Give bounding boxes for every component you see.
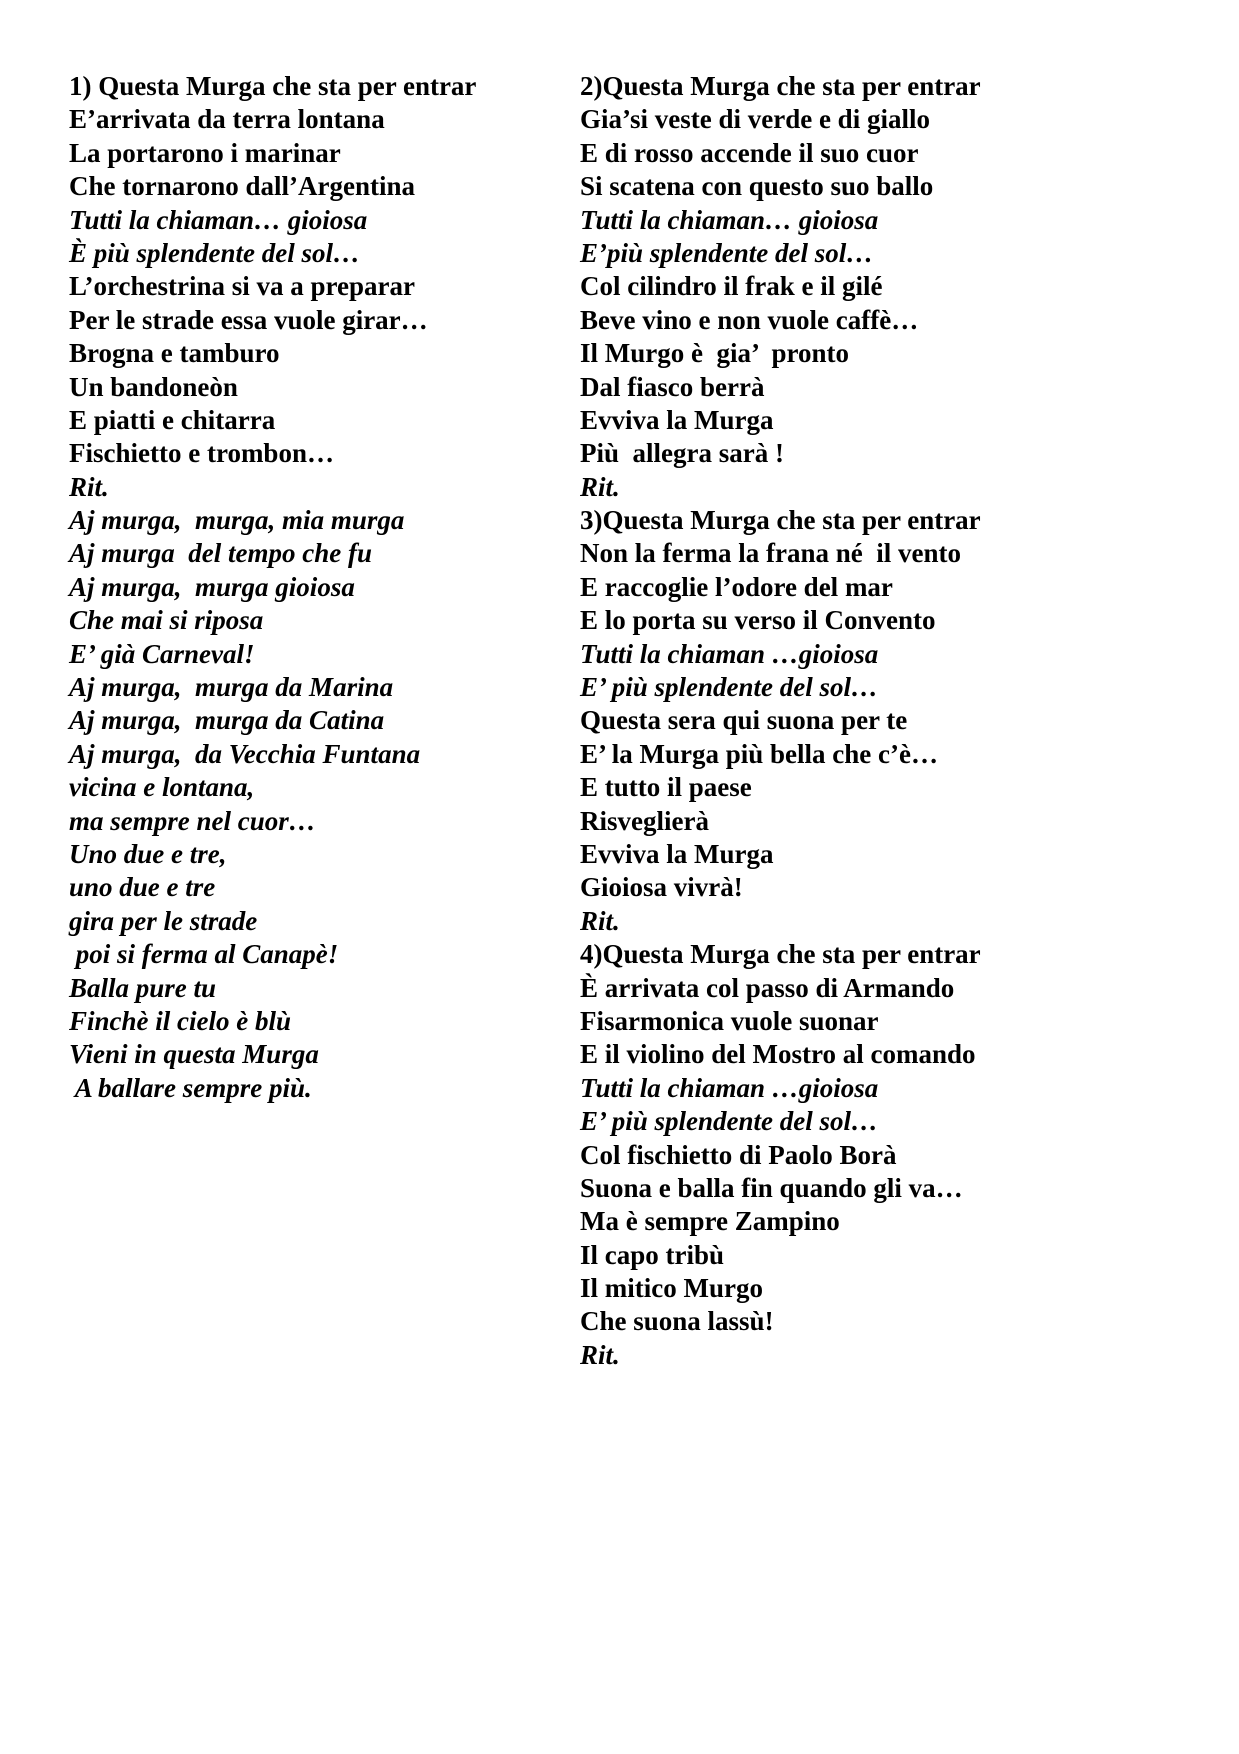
lyric-line-italic: E’ più splendente del sol… — [580, 672, 879, 703]
lyric-line-italic: Tutti la chiaman …gioiosa — [580, 638, 879, 669]
lyric-line: Dal fiasco berrà — [580, 371, 765, 402]
lyric-line-italic: Rit. — [580, 1339, 620, 1370]
lyric-line: La portarono i marinar — [69, 137, 341, 168]
lyric-line: Suona e balla fin quando gli va… — [580, 1172, 963, 1203]
lyric-line: Non la ferma la frana né il vento — [580, 538, 961, 569]
lyric-line: Evviva la Murga — [580, 838, 774, 869]
lyric-line: E lo porta su verso il Convento — [580, 605, 936, 636]
lyric-line: Fischietto e trombon… — [69, 438, 334, 469]
lyric-line: E tutto il paese — [580, 772, 752, 803]
lyric-line: Un bandoneòn — [69, 371, 238, 402]
lyric-line-italic: vicina e lontana, — [69, 772, 255, 803]
lyric-line: Si scatena con questo suo ballo — [580, 171, 934, 202]
lyric-line: Questa sera qui suona per te — [580, 705, 908, 736]
lyric-line: Più allegra sarà ! — [580, 438, 784, 469]
lyric-line-italic: È più splendente del sol… — [69, 237, 361, 268]
lyric-line: È arrivata col passo di Armando — [580, 972, 955, 1003]
lyric-line-italic: A ballare sempre più. — [69, 1072, 312, 1103]
lyric-line: Il mitico Murgo — [580, 1273, 763, 1304]
lyric-line-italic: Finchè il cielo è blù — [69, 1005, 291, 1036]
lyric-line: Fisarmonica vuole suonar — [580, 1005, 879, 1036]
lyrics-column-right — [580, 70, 1140, 1372]
lyric-line: 1) Questa Murga che sta per entrar — [69, 71, 477, 101]
lyric-line-italic: gira per le strade — [69, 905, 258, 936]
lyric-line: Ma è sempre Zampino — [580, 1206, 840, 1237]
lyric-line: Brogna e tamburo — [69, 338, 280, 369]
lyric-line: Gia’si veste di verde e di giallo — [580, 104, 930, 135]
lyric-line: L’orchestrina si va a preparar — [69, 271, 415, 302]
lyric-line: Il Murgo è gia’ pronto — [580, 338, 849, 369]
lyrics-column-left — [69, 70, 569, 1105]
lyric-line-italic: Rit. — [580, 905, 620, 936]
lyric-line: Col fischietto di Paolo Borà — [580, 1139, 897, 1170]
lyric-line-italic: Tutti la chiaman …gioiosa — [580, 1072, 879, 1103]
lyric-line: E il violino del Mostro al comando — [580, 1039, 976, 1070]
lyric-line-italic: Aj murga, murga da Marina — [69, 672, 394, 703]
lyric-line: 2)Questa Murga che sta per entrar — [580, 71, 981, 101]
lyric-line-italic: Balla pure tu — [69, 972, 217, 1003]
lyric-line: 3)Questa Murga che sta per entrar — [580, 505, 981, 536]
lyric-line: Col cilindro il frak e il gilé — [580, 271, 883, 302]
lyric-line-italic: Aj murga, da Vecchia Funtana — [69, 738, 421, 769]
lyric-line: 4)Questa Murga che sta per entrar — [580, 939, 981, 970]
lyric-line: Gioiosa vivrà! — [580, 872, 743, 903]
lyric-line: Risveglierà — [580, 805, 709, 836]
lyric-line-italic: Aj murga, murga gioiosa — [69, 571, 355, 602]
lyric-line-italic: poi si ferma al Canapè! — [69, 939, 339, 970]
lyric-line-italic: Tutti la chiaman… gioiosa — [69, 204, 368, 235]
lyric-line: E di rosso accende il suo cuor — [580, 137, 919, 168]
lyric-line-italic: Aj murga, murga, mia murga — [69, 505, 405, 536]
lyric-line: Che tornarono dall’Argentina — [69, 171, 416, 202]
lyric-line: E piatti e chitarra — [69, 404, 276, 435]
lyric-line-italic: Tutti la chiaman… gioiosa — [580, 204, 879, 235]
lyric-line: Che suona lassù! — [580, 1306, 774, 1337]
lyric-line-italic: E’più splendente del sol… — [580, 237, 874, 268]
lyric-line: Beve vino e non vuole caffè… — [580, 304, 919, 335]
lyric-line-italic: Che mai si riposa — [69, 605, 264, 636]
lyric-line: Evviva la Murga — [580, 404, 774, 435]
lyric-line-italic: Uno due e tre, — [69, 838, 227, 869]
lyric-line-italic: ma sempre nel cuor… — [69, 805, 316, 836]
lyric-line-italic: Rit. — [69, 471, 109, 502]
lyric-line: E’arrivata da terra lontana — [69, 104, 385, 135]
lyric-line-italic: Aj murga del tempo che fu — [69, 538, 372, 569]
lyric-line: E raccoglie l’odore del mar — [580, 571, 893, 602]
lyric-line-italic: Aj murga, murga da Catina — [69, 705, 385, 736]
lyric-line: Per le strade essa vuole girar… — [69, 304, 428, 335]
lyric-line: Il capo tribù — [580, 1239, 725, 1270]
lyric-line-italic: uno due e tre — [69, 872, 216, 903]
lyric-line-italic: E’ già Carneval! — [69, 638, 255, 669]
lyric-line-italic: Vieni in questa Murga — [69, 1039, 319, 1070]
lyric-line: E’ la Murga più bella che c’è… — [580, 738, 938, 769]
lyric-line-italic: E’ più splendente del sol… — [580, 1106, 879, 1137]
lyric-line-italic: Rit. — [580, 471, 620, 502]
